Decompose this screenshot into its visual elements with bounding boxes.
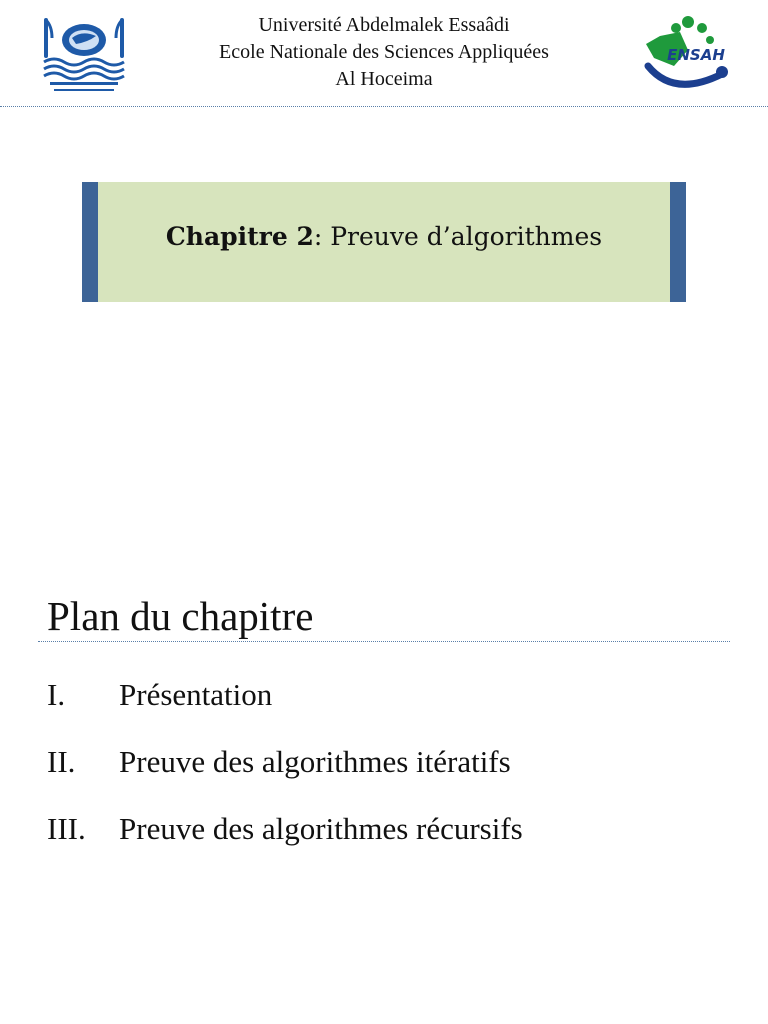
university-name: Université Abdelmalek Essaâdi (258, 14, 510, 36)
chapter-label: Chapitre 2 (165, 222, 314, 251)
banner-left-bar (82, 182, 98, 302)
plan-divider (38, 641, 730, 642)
outline-number: I. (47, 677, 66, 712)
ensah-logo-text: ENSAH (667, 46, 725, 64)
outline-label: Présentation (119, 677, 273, 712)
chapter-title (98, 222, 670, 251)
plan-title: Plan du chapitre (47, 593, 314, 639)
chapter-separator: : (313, 222, 331, 251)
page-header (0, 0, 768, 108)
outline-item (47, 806, 737, 873)
header-divider (0, 106, 768, 107)
institution-name (150, 12, 618, 93)
outline-number: II. (47, 744, 76, 779)
outline-item (47, 739, 737, 806)
university-logo (38, 16, 130, 96)
outline-label: Preuve des algorithmes itératifs (119, 744, 511, 779)
ensah-logo (634, 14, 734, 98)
school-name: Ecole Nationale des Sciences Appliquées (219, 41, 549, 63)
outline-number: III. (47, 811, 86, 846)
banner-right-bar (670, 182, 686, 302)
outline-label: Preuve des algorithmes récursifs (119, 811, 523, 846)
city-name: Al Hoceima (335, 68, 433, 90)
chapter-banner (82, 182, 686, 302)
outline-item (47, 672, 737, 739)
chapter-name: Preuve d’algorithmes (330, 222, 603, 251)
chapter-outline (47, 672, 737, 873)
